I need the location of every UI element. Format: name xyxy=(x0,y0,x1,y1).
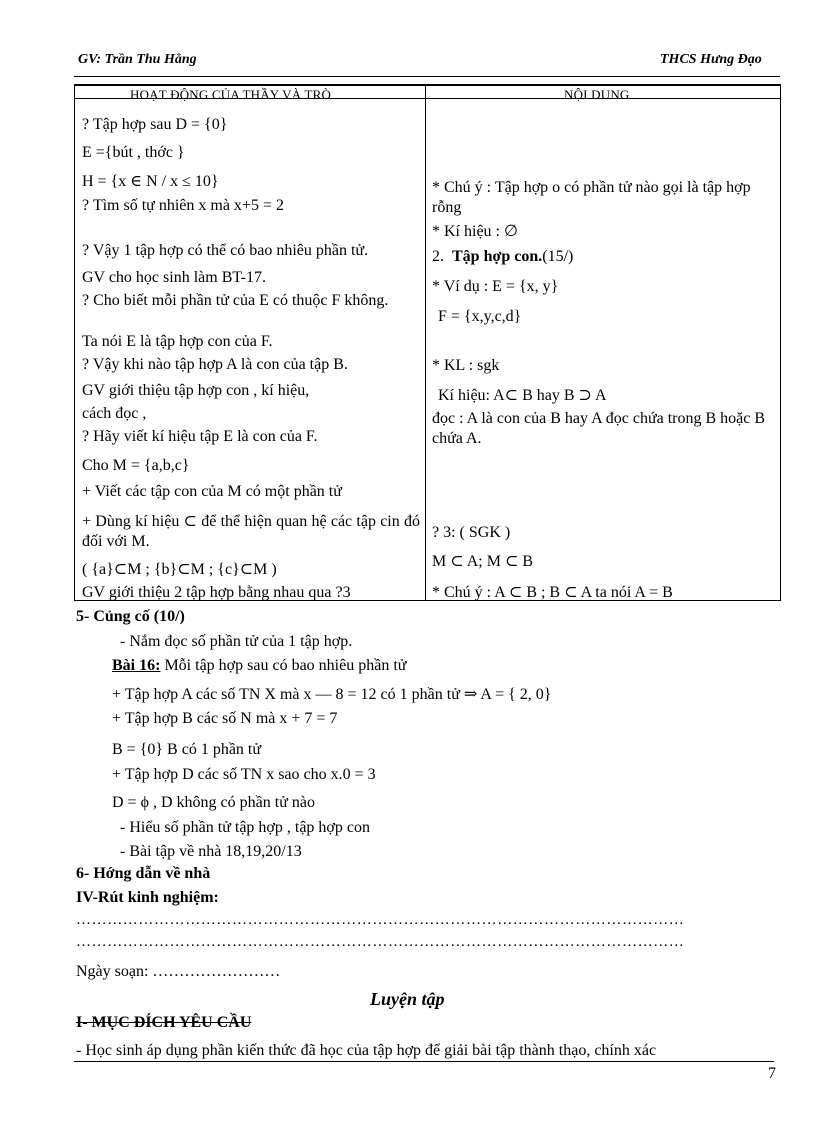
table-column-divider xyxy=(425,86,426,600)
left-line-15: + Dùng kí hiệu ⊂ để thể hiện quan hệ các tập cin đó đối với M. xyxy=(82,513,420,550)
left-line-11: cách đọc , xyxy=(82,405,147,422)
left-line-8: Ta nói E là tập hợp con của F. xyxy=(82,333,273,350)
right-note-empty-set: * Chú ý : Tập hợp o có phần tử nào gọi là tập hợp rỗng xyxy=(432,179,751,216)
left-line-16: ( {a}⊂M ; {b}⊂M ; {c}⊂M ) xyxy=(82,561,277,578)
section-5-line-6: + Tập hợp D các số TN x sao cho x.0 = 3 xyxy=(112,766,376,783)
section-5-line-8: - Hiểu số phần tử tập hợp , tập hợp con xyxy=(120,819,370,836)
part-1-title: I- MỤC ĐÍCH YÊU CẦU xyxy=(76,1014,252,1031)
part-1-text: - Học sinh áp dụng phần kiến thức đã học của tập hợp để giải bài tập thành thạo, chính xác xyxy=(76,1042,657,1059)
exercise-16-label: Bài 16: xyxy=(112,657,161,674)
section-5-line-1: - Nắm đọc số phần tử của 1 tập hợp. xyxy=(120,633,353,650)
right-question-3: ? 3: ( SGK ) xyxy=(432,524,511,541)
header-author: GV: Trần Thu Hằng xyxy=(78,52,197,67)
section-number: 2. xyxy=(432,248,444,265)
right-equal-sets-note: * Chú ý : A ⊂ B ; B ⊂ A ta nói A = B xyxy=(432,584,673,601)
left-line-13: Cho M = {a,b,c} xyxy=(82,457,190,474)
section-5-line-7: D = ϕ , D không có phần tử nào xyxy=(112,794,315,811)
section-5-line-5: B = {0} B có 1 phần tử xyxy=(112,741,262,758)
left-line-3: H = {x ∈ N / x ≤ 10} xyxy=(82,173,219,190)
header-school: THCS Hưng Đạo xyxy=(660,52,762,67)
right-notation: Kí hiệu: A⊂ B hay B ⊃ A xyxy=(438,387,607,404)
exercise-16 xyxy=(112,656,406,676)
lesson-title: Luyện tập xyxy=(370,989,445,1009)
right-reading: đọc : A là con của B hay A đọc chứa trong B hoặc B chứa A. xyxy=(432,410,766,447)
right-section-2 xyxy=(432,247,573,267)
dotted-line-2: ……………………………………………………………………………………………………… xyxy=(76,934,685,950)
right-example-f: F = {x,y,c,d} xyxy=(438,308,522,325)
left-line-6: GV cho học sinh làm BT-17. xyxy=(82,269,266,286)
page-number: 7 xyxy=(768,1065,776,1082)
left-line-7: ? Cho biết mỗi phần tử của E có thuộc F không. xyxy=(82,292,389,309)
section-iv-title: IV-Rút kinh nghiệm: xyxy=(76,889,219,906)
section-title: Tập hợp con. xyxy=(452,248,543,265)
header-rule xyxy=(74,76,780,77)
section-5-line-9: - Bài tập về nhà 18,19,20/13 xyxy=(120,843,302,860)
left-line-1: ? Tập hợp sau D = {0} xyxy=(82,116,228,133)
exercise-16-text: Mỗi tập hợp sau có bao nhiêu phần tử xyxy=(164,657,407,674)
date-line: Ngày soạn: …………………… xyxy=(76,963,281,980)
right-m-subset: M ⊂ A; M ⊂ B xyxy=(432,553,534,570)
footer-rule xyxy=(74,1061,774,1062)
left-line-14: + Viết các tập con của M có một phần tử xyxy=(82,483,342,500)
right-example-e: * Ví dụ : E = {x, y} xyxy=(432,278,559,295)
left-line-5: ? Vậy 1 tập hợp có thể có bao nhiêu phần tử. xyxy=(82,242,369,259)
section-time: (15/) xyxy=(542,248,574,265)
dotted-line-1: ……………………………………………………………………………………………………… xyxy=(76,912,685,928)
column-header-content: NỘI DUNG xyxy=(564,87,630,102)
left-line-9: ? Vậy khi nào tập hợp A là con của tập B. xyxy=(82,356,348,373)
section-6-title: 6- Hớng dẫn về nhà xyxy=(76,865,211,882)
right-empty-symbol: * Kí hiệu : ∅ xyxy=(432,223,518,240)
column-header-activities: HOẠT ĐỘNG CỦA THẦY VÀ TRÒ xyxy=(130,87,332,102)
left-line-12: ? Hãy viết kí hiệu tập E là con của F. xyxy=(82,428,318,445)
left-line-2: E ={bút , thớc } xyxy=(82,144,185,161)
left-line-17: GV giới thiệu 2 tập hợp bằng nhau qua ?3 xyxy=(82,584,351,601)
left-line-10: GV giới thiệu tập hợp con , kí hiệu, xyxy=(82,382,310,399)
right-conclusion: * KL : sgk xyxy=(432,357,500,374)
section-5-line-4: + Tập hợp B các số N mà x + 7 = 7 xyxy=(112,710,338,727)
section-5-line-3: + Tập hợp A các số TN X mà x — 8 = 12 có 1 phần tử ⇒ A = { 2, 0} xyxy=(112,686,552,703)
left-line-4: ? Tìm số tự nhiên x mà x+5 = 2 xyxy=(82,197,284,214)
section-5-title: 5- Củng cố (10/) xyxy=(76,608,185,625)
